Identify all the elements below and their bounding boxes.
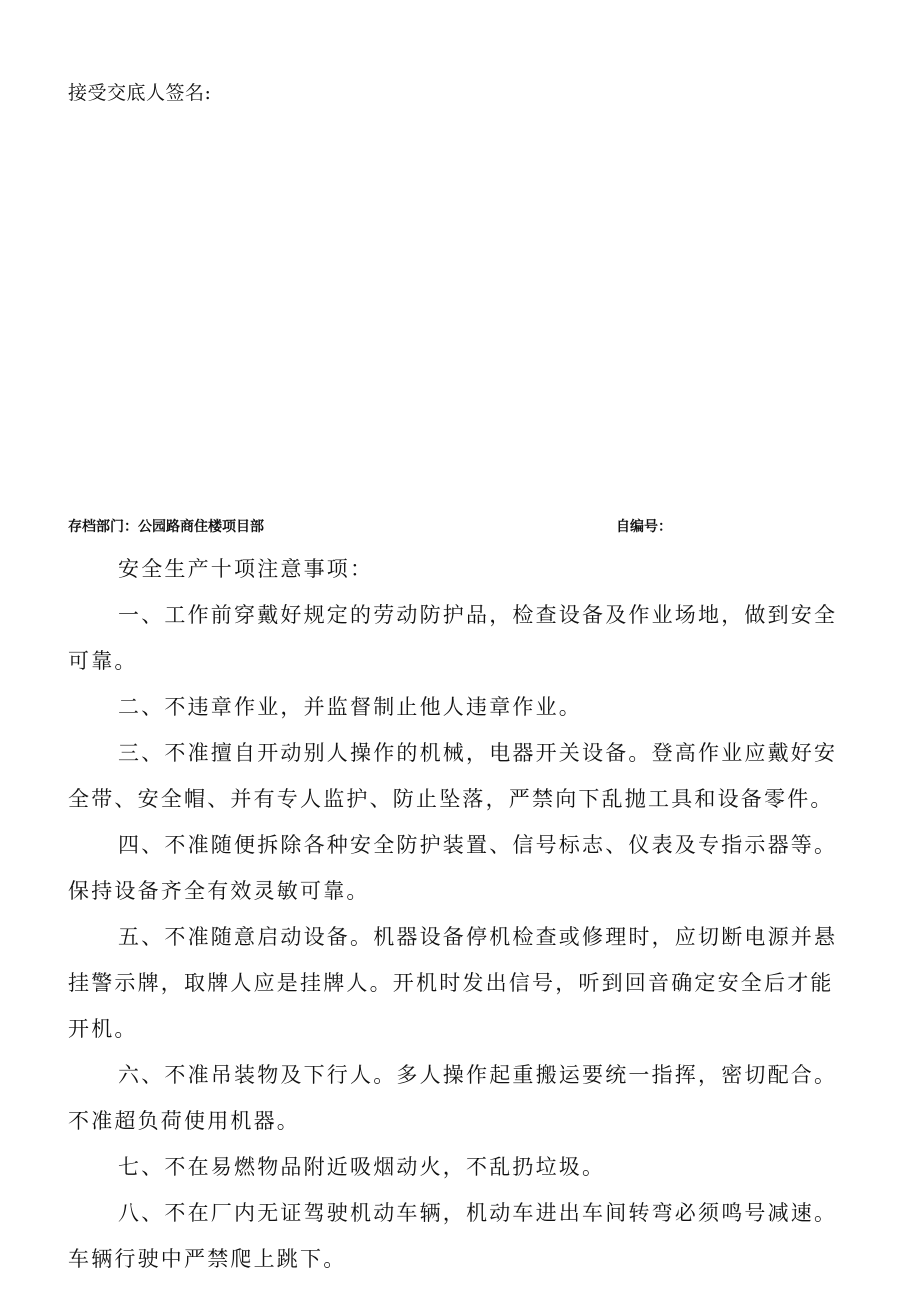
archive-row <box>68 516 852 540</box>
notice-item: 八、不在厂内无证驾驶机动车辆，机动车进出车间转弯必须鸣号减速。车辆行驶中严禁爬上跳下。 <box>68 1201 838 1271</box>
notice-item: 七、不在易燃物品附近吸烟动火，不乱扔垃圾。 <box>118 1155 606 1179</box>
safety-notice <box>68 546 852 1282</box>
archive-department: 存档部门：公园路商住楼项目部 <box>68 519 264 535</box>
signature-label: 接受交底人签名: <box>68 82 212 104</box>
archive-number-label: 自编号： <box>616 519 672 535</box>
notice-title: 安全生产十项注意事项： <box>118 557 374 581</box>
notice-item: 五、不准随意启动设备。机器设备停机检查或修理时，应切断电源并悬挂警示牌，取牌人应是挂牌人。开机时发出信号，听到回音确定安全后才能开机。 <box>68 925 838 1041</box>
notice-item: 四、不准随便拆除各种安全防护装置、信号标志、仪表及专指示器等。保持设备齐全有效灵敏可靠。 <box>68 833 838 903</box>
notice-item: 二、不违章作业，并监督制止他人违章作业。 <box>118 695 582 719</box>
notice-item: 六、不准吊装物及下行人。多人操作起重搬运要统一指挥，密切配合。不准超负荷使用机器。 <box>68 1063 838 1133</box>
notice-item: 一、工作前穿戴好规定的劳动防护品，检查设备及作业场地，做到安全可靠。 <box>68 603 838 673</box>
notice-item: 三、不准擅自开动别人操作的机械，电器开关设备。登高作业应戴好安全带、安全帽、并有专人监护、防止坠落，严禁向下乱抛工具和设备零件。 <box>68 741 838 811</box>
